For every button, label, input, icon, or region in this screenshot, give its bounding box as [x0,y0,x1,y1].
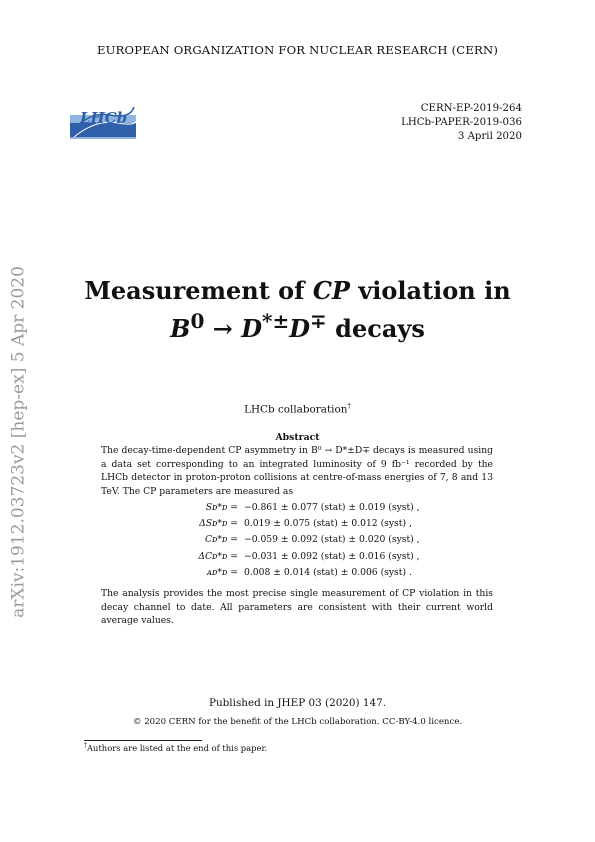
equation-row: ΔCᴅ*ᴅ = −0.031 ± 0.092 (stat) ± 0.016 (syst) , [198,550,420,562]
equation-row: ΔSᴅ*ᴅ = 0.019 ± 0.075 (stat) ± 0.012 (syst) , [199,518,412,530]
footnote-mark: † [84,742,87,749]
equation-row: Cᴅ*ᴅ = −0.059 ± 0.092 (stat) ± 0.020 (syst) , [205,534,420,546]
footnote-rule [84,740,202,741]
collaboration-footnote-mark: † [347,402,351,410]
paper-title [0,276,595,344]
equation-row: ᴀᴅ*ᴅ = 0.008 ± 0.014 (stat) ± 0.006 (syst) . [206,566,412,578]
report-date: 3 April 2020 [457,131,522,142]
abstract-heading: Abstract [275,432,320,443]
report-info [401,102,522,144]
title-line-2: $B^0 \to D^{*\pm}D^\mp$ decays [170,309,425,343]
abstract-paragraph-1: The decay-time-dependent CP asymmetry in B⁰ → D*±D∓ decays is measured using a data set corresponding to an integrated luminosity of 9 fb⁻¹ recorded by the LHCb detector in proton-proton collisions at centre-of-mass energies of 7, 8 and 13 TeV. The CP parameters are measured as [101,445,493,497]
logo-text: LHCb [80,109,128,127]
report-number: CERN-EP-2019-264 [420,103,522,114]
results-equations [150,500,420,581]
lhcb-logo [70,101,136,141]
title-line-1: Measurement of CP violation in [84,276,511,305]
arxiv-stamp: arXiv:1912.03723v2 [hep-ex] 5 Apr 2020 [8,266,29,618]
abstract-paragraph-2: The analysis provides the most precise single measurement of CP violation in this decay channel to date. All parameters are consistent with their current world average values. [101,588,493,627]
lhcb-logo-graphic [70,101,136,141]
collaboration-name: LHCb collaboration [244,403,348,416]
organization-header: EUROPEAN ORGANIZATION FOR NUCLEAR RESEARCH (CERN) [96,43,499,57]
footnote-text: Authors are listed at the end of this paper. [87,742,268,753]
footnote [84,742,267,753]
equation-row: Sᴅ*ᴅ = −0.861 ± 0.077 (stat) ± 0.019 (syst) , [205,502,420,513]
collaboration-line [0,402,595,415]
paper-number: LHCb-PAPER-2019-036 [401,117,522,128]
publication-note: Published in JHEP 03 (2020) 147. [208,697,387,709]
license-note: © 2020 CERN for the benefit of the LHCb collaboration. CC-BY-4.0 licence. [132,717,463,727]
